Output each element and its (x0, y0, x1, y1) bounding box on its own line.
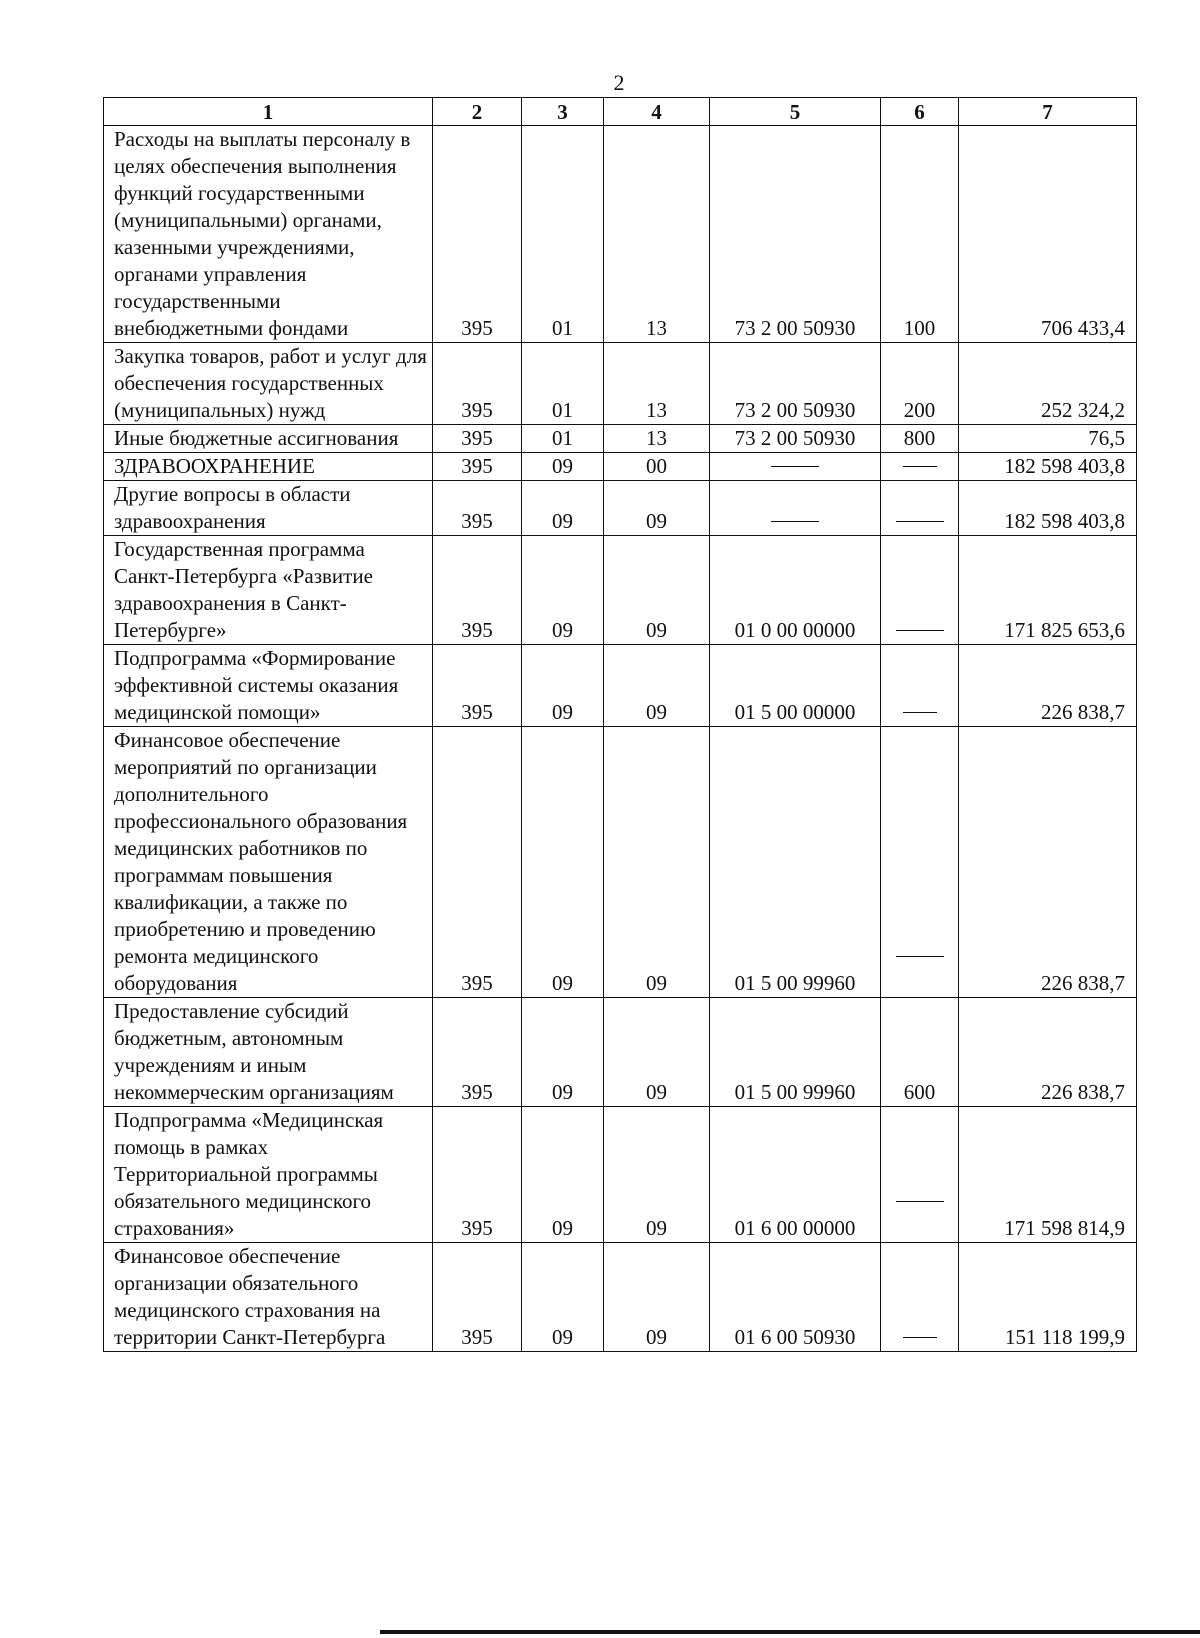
table-row (104, 1243, 1137, 1352)
cell-expense-type: 600 (881, 998, 959, 1107)
table-row (104, 126, 1137, 343)
cell-chapter-code: 395 (433, 453, 522, 481)
cell-subsection-code: 09 (604, 1243, 710, 1352)
table-body (104, 126, 1137, 1352)
cell-chapter-code: 395 (433, 645, 522, 727)
cell-subsection-code: 13 (604, 425, 710, 453)
dash-mark (903, 712, 937, 713)
cell-chapter-code: 395 (433, 343, 522, 425)
cell-subsection-code: 13 (604, 343, 710, 425)
column-header-3: 3 (522, 98, 604, 126)
bottom-rule (380, 1630, 1200, 1634)
dash-mark (896, 1201, 944, 1202)
table-row (104, 536, 1137, 645)
cell-section-code: 09 (522, 1243, 604, 1352)
column-header-5: 5 (710, 98, 881, 126)
cell-expense-type: 800 (881, 425, 959, 453)
cell-section-code: 01 (522, 343, 604, 425)
cell-amount: 182 598 403,8 (959, 481, 1137, 536)
cell-chapter-code: 395 (433, 1243, 522, 1352)
table-row (104, 425, 1137, 453)
cell-section-code: 09 (522, 536, 604, 645)
table-row (104, 1107, 1137, 1243)
cell-expense-type: 100 (881, 126, 959, 343)
cell-subsection-code: 09 (604, 481, 710, 536)
table-row (104, 343, 1137, 425)
cell-subsection-code: 00 (604, 453, 710, 481)
cell-target-article: 01 5 00 99960 (710, 727, 881, 998)
header-row (104, 98, 1137, 126)
cell-item-name: Финансовое обеспечение организации обязательного медицинского страхования на территории Санкт-Петербурга (104, 1243, 433, 1352)
cell-item-name: Государственная программа Санкт-Петербурга «Развитие здравоохранения в Санкт-Петербурге» (104, 536, 433, 645)
cell-subsection-code: 09 (604, 727, 710, 998)
cell-target-article: 73 2 00 50930 (710, 343, 881, 425)
cell-chapter-code: 395 (433, 425, 522, 453)
table-row (104, 453, 1137, 481)
table-row (104, 481, 1137, 536)
cell-section-code: 01 (522, 425, 604, 453)
cell-amount: 706 433,4 (959, 126, 1137, 343)
cell-target-article: 01 0 00 00000 (710, 536, 881, 645)
dash-mark (771, 466, 819, 467)
cell-expense-type (881, 536, 959, 645)
cell-amount: 182 598 403,8 (959, 453, 1137, 481)
cell-amount: 151 118 199,9 (959, 1243, 1137, 1352)
cell-amount: 171 825 653,6 (959, 536, 1137, 645)
column-header-7: 7 (959, 98, 1137, 126)
cell-expense-type (881, 727, 959, 998)
cell-target-article: 01 5 00 00000 (710, 645, 881, 727)
cell-item-name: Расходы на выплаты персоналу в целях обеспечения выполнения функций государственными (муниципальными) органами, казенными учреждениями, органами управления государственными внебюджетными фондами (104, 126, 433, 343)
cell-item-name: ЗДРАВООХРАНЕНИЕ (104, 453, 433, 481)
table-row (104, 998, 1137, 1107)
cell-target-article: 01 6 00 00000 (710, 1107, 881, 1243)
cell-target-article: 01 5 00 99960 (710, 998, 881, 1107)
table-row (104, 727, 1137, 998)
cell-section-code: 09 (522, 998, 604, 1107)
cell-target-article: 73 2 00 50930 (710, 126, 881, 343)
cell-chapter-code: 395 (433, 536, 522, 645)
cell-amount: 226 838,7 (959, 998, 1137, 1107)
cell-subsection-code: 09 (604, 1107, 710, 1243)
cell-chapter-code: 395 (433, 1107, 522, 1243)
cell-section-code: 09 (522, 481, 604, 536)
cell-expense-type (881, 645, 959, 727)
dash-mark (896, 956, 944, 957)
cell-amount: 76,5 (959, 425, 1137, 453)
page-number: 2 (613, 70, 625, 95)
cell-item-name: Другие вопросы в области здравоохранения (104, 481, 433, 536)
dash-mark (903, 466, 937, 467)
cell-section-code: 09 (522, 727, 604, 998)
cell-item-name: Подпрограмма «Медицинская помощь в рамках Территориальной программы обязательного медицинского страхования» (104, 1107, 433, 1243)
cell-target-article: 73 2 00 50930 (710, 425, 881, 453)
cell-amount: 171 598 814,9 (959, 1107, 1137, 1243)
cell-item-name: Подпрограмма «Формирование эффективной системы оказания медицинской помощи» (104, 645, 433, 727)
cell-expense-type (881, 1107, 959, 1243)
cell-subsection-code: 09 (604, 998, 710, 1107)
cell-item-name: Закупка товаров, работ и услуг для обеспечения государственных (муниципальных) нужд (104, 343, 433, 425)
cell-amount: 226 838,7 (959, 727, 1137, 998)
column-header-4: 4 (604, 98, 710, 126)
cell-expense-type: 200 (881, 343, 959, 425)
cell-chapter-code: 395 (433, 126, 522, 343)
cell-section-code: 09 (522, 1107, 604, 1243)
column-header-6: 6 (881, 98, 959, 126)
budget-table (103, 97, 1137, 1352)
cell-target-article (710, 453, 881, 481)
table-row (104, 645, 1137, 727)
cell-item-name: Финансовое обеспечение мероприятий по организации дополнительного профессионального образования медицинских работников по программам повышения квалификации, а также по приобретению и проведению ремонта медицинского оборудования (104, 727, 433, 998)
cell-section-code: 09 (522, 453, 604, 481)
cell-subsection-code: 09 (604, 536, 710, 645)
dash-mark (771, 521, 819, 522)
cell-section-code: 09 (522, 645, 604, 727)
column-header-2: 2 (433, 98, 522, 126)
cell-chapter-code: 395 (433, 998, 522, 1107)
cell-amount: 252 324,2 (959, 343, 1137, 425)
cell-item-name: Предоставление субсидий бюджетным, автономным учреждениям и иным некоммерческим организациям (104, 998, 433, 1107)
dash-mark (903, 1337, 937, 1338)
cell-expense-type (881, 1243, 959, 1352)
dash-mark (896, 521, 944, 522)
cell-item-name: Иные бюджетные ассигнования (104, 425, 433, 453)
cell-target-article: 01 6 00 50930 (710, 1243, 881, 1352)
cell-subsection-code: 13 (604, 126, 710, 343)
dash-mark (896, 630, 944, 631)
cell-section-code: 01 (522, 126, 604, 343)
cell-expense-type (881, 481, 959, 536)
cell-expense-type (881, 453, 959, 481)
cell-chapter-code: 395 (433, 727, 522, 998)
cell-amount: 226 838,7 (959, 645, 1137, 727)
cell-subsection-code: 09 (604, 645, 710, 727)
cell-chapter-code: 395 (433, 481, 522, 536)
cell-target-article (710, 481, 881, 536)
column-header-1: 1 (104, 98, 433, 126)
